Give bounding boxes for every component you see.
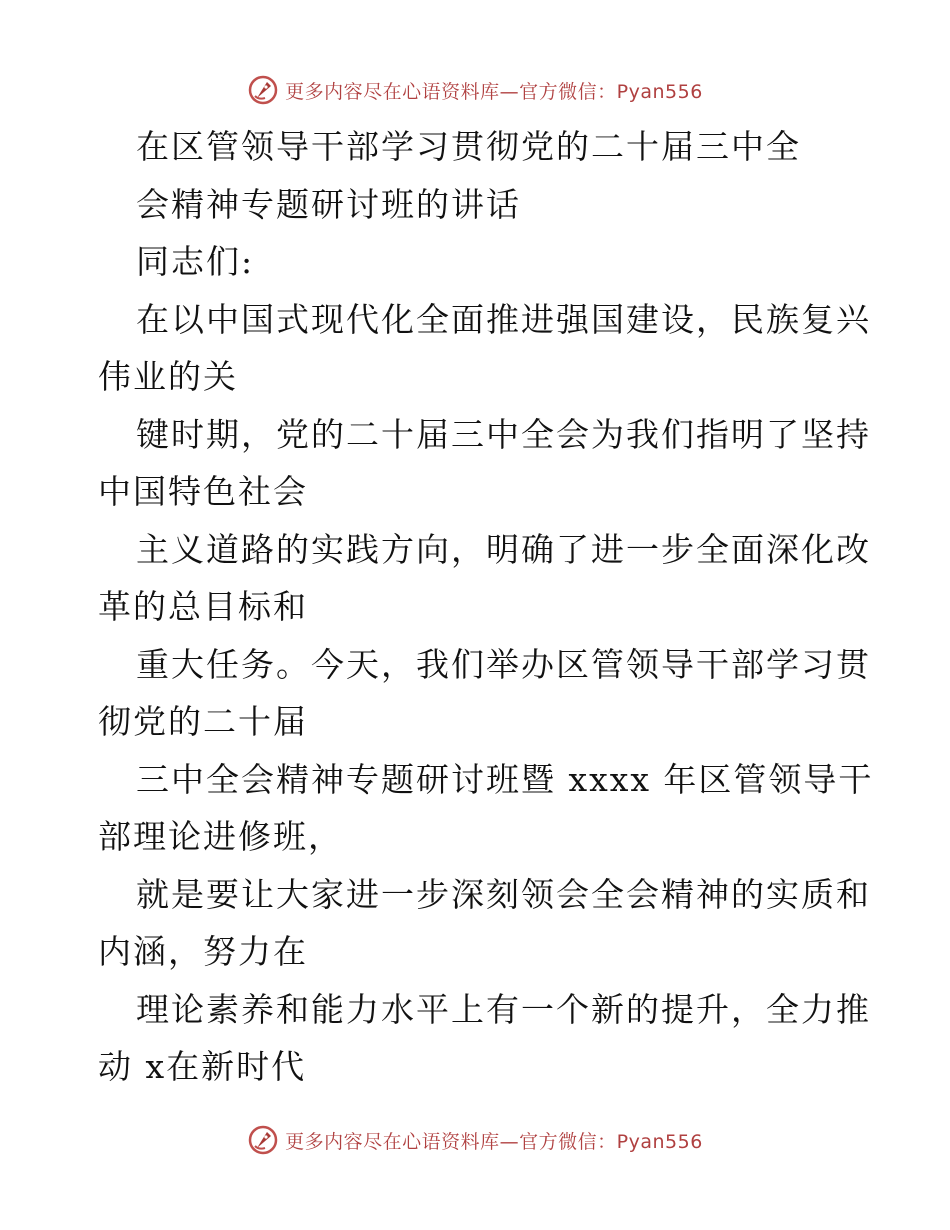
header-watermark-banner	[0, 70, 950, 110]
footer-watermark-banner	[0, 1120, 950, 1160]
paragraph-line: 动 x在新时代	[98, 1047, 307, 1086]
paragraph-line: 理论素养和能力水平上有一个新的提升，全力推	[136, 989, 871, 1029]
paragraph-line: 重大任务。今天，我们举办区管领导干部学习贯	[136, 644, 871, 684]
paragraph-line: 内涵，努力在	[98, 932, 308, 971]
pen-nib-logo-icon	[247, 1124, 279, 1156]
document-body	[98, 118, 874, 1096]
document-title-line-1: 在区管领导干部学习贯彻党的二十届三中全	[136, 127, 801, 166]
header-watermark-text: 更多内容尽在心语资料库—官方微信：Pyan556	[285, 80, 703, 103]
paragraph-line: 就是要让大家进一步深刻领会全会精神的实质和	[136, 874, 871, 914]
paragraph-line: 彻党的二十届	[98, 702, 308, 741]
paragraph-line: 伟业的关	[98, 357, 238, 396]
footer-watermark-text: 更多内容尽在心语资料库—官方微信：Pyan556	[285, 1130, 703, 1153]
pen-nib-logo-icon	[247, 74, 279, 106]
paragraph-line: 主义道路的实践方向，明确了进一步全面深化改	[136, 529, 871, 569]
paragraph-line: 在以中国式现代化全面推进强国建设，民族复兴	[136, 299, 871, 339]
paragraph-line: 革的总目标和	[98, 587, 308, 626]
paragraph-line: 三中全会精神专题研讨班暨 xxxx 年区管领导干	[136, 759, 874, 799]
paragraph-line: 中国特色社会	[98, 472, 308, 511]
paragraph-line: 键时期，党的二十届三中全会为我们指明了坚持	[136, 414, 871, 454]
salutation: 同志们:	[136, 242, 255, 281]
paragraph-line: 部理论进修班，	[98, 817, 343, 856]
document-title-line-2: 会精神专题研讨班的讲话	[136, 184, 521, 224]
